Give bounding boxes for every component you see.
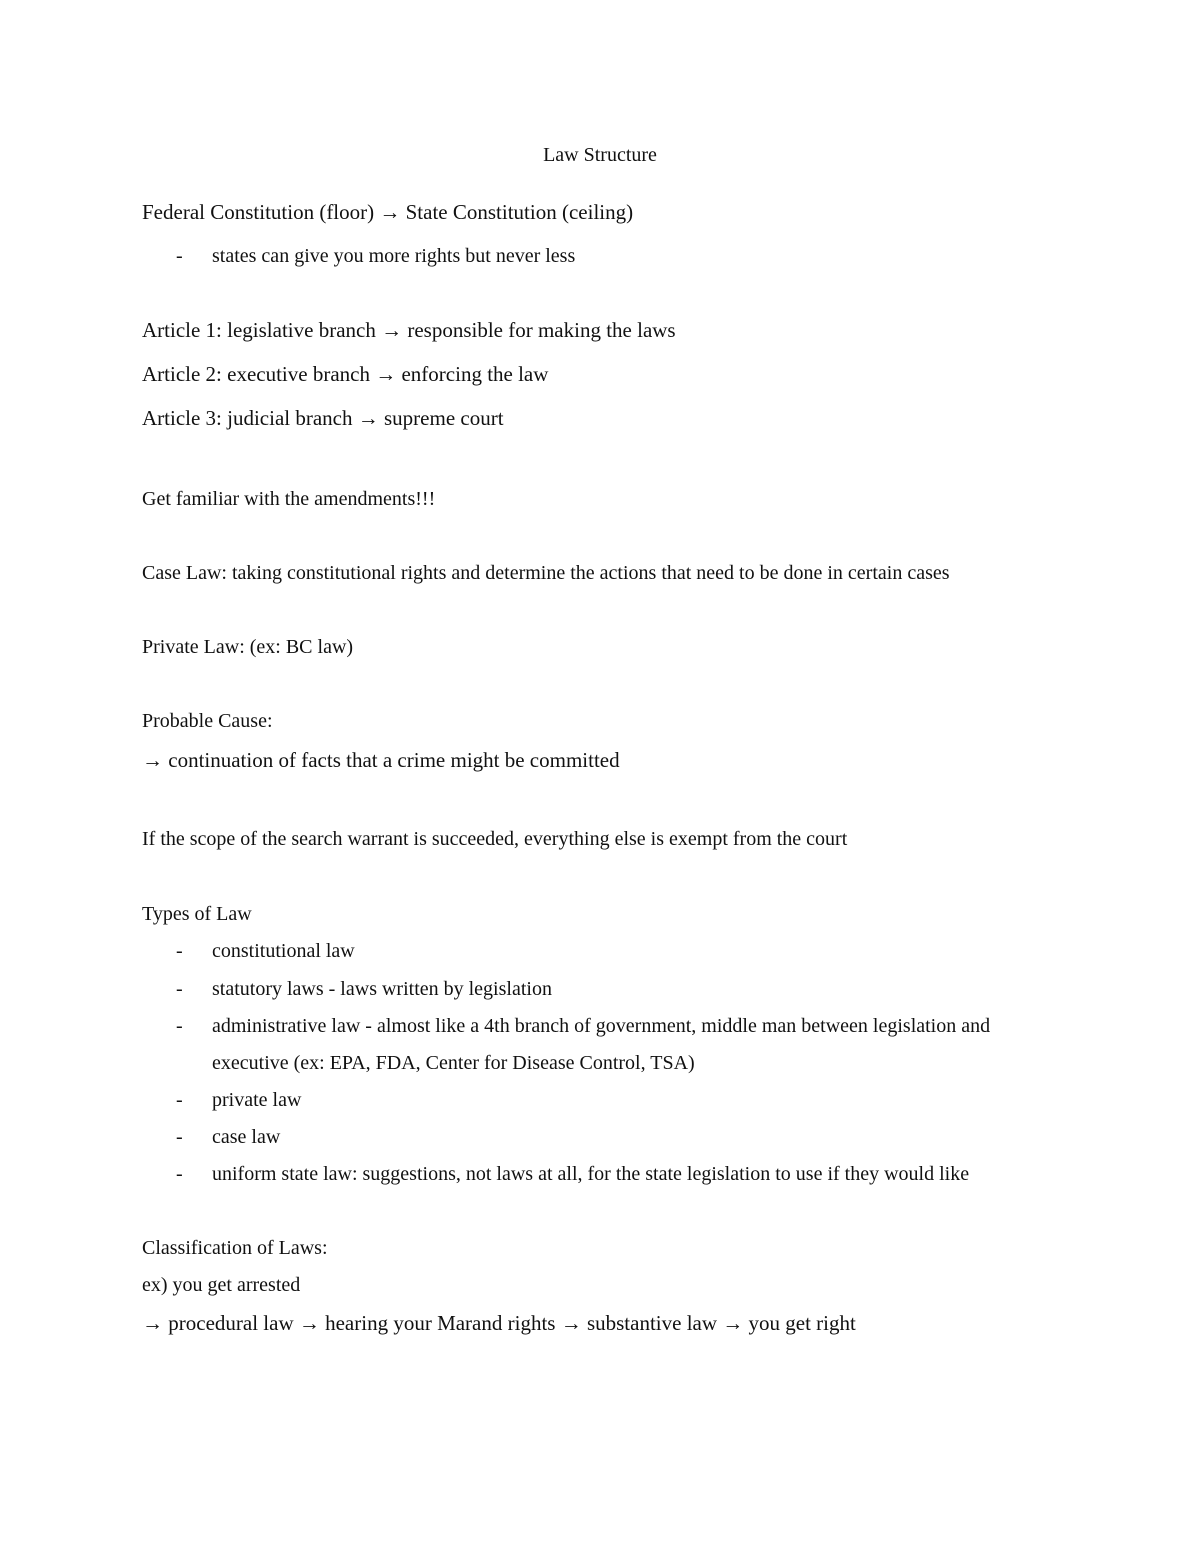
constitution-line: Federal Constitution (floor) → State Constitution (ceiling) xyxy=(142,200,634,224)
bullet-dash: - xyxy=(176,1163,183,1185)
bullet-dash: - xyxy=(176,940,183,962)
private-law-note: Private Law: (ex: BC law) xyxy=(142,636,354,658)
list-item: administrative law - almost like a 4th branch of government, middle man between legislation and xyxy=(212,1015,991,1037)
bullet-dash: - xyxy=(176,1126,183,1148)
amendments-note: Get familiar with the amendments!!! xyxy=(142,488,436,510)
bullet-dash: - xyxy=(176,1015,183,1037)
constitution-bullet: states can give you more rights but never less xyxy=(212,245,576,267)
list-item-continuation: executive (ex: EPA, FDA, Center for Disease Control, TSA) xyxy=(212,1052,695,1074)
search-warrant-note: If the scope of the search warrant is succeeded, everything else is exempt from the court xyxy=(142,828,848,850)
page-title: Law Structure xyxy=(543,144,657,166)
article-1: Article 1: legislative branch → responsible for making the laws xyxy=(142,318,676,342)
list-item: constitutional law xyxy=(212,940,355,962)
article-2: Article 2: executive branch → enforcing the law xyxy=(142,362,549,386)
bullet-dash: - xyxy=(176,245,183,267)
probable-cause-heading: Probable Cause: xyxy=(142,710,273,732)
classification-flow: → procedural law → hearing your Marand rights → substantive law → you get right xyxy=(142,1311,856,1335)
types-of-law-heading: Types of Law xyxy=(142,903,252,925)
article-3: Article 3: judicial branch → supreme court xyxy=(142,406,504,430)
classification-example: ex) you get arrested xyxy=(142,1274,301,1296)
list-item: statutory laws - laws written by legislation xyxy=(212,978,552,1000)
list-item: private law xyxy=(212,1089,302,1111)
case-law-note: Case Law: taking constitutional rights and determine the actions that need to be done in certain cases xyxy=(142,562,950,584)
list-item: case law xyxy=(212,1126,281,1148)
bullet-dash: - xyxy=(176,1089,183,1111)
classification-heading: Classification of Laws: xyxy=(142,1237,328,1259)
list-item: uniform state law: suggestions, not laws at all, for the state legislation to use if they would like xyxy=(212,1163,970,1185)
bullet-dash: - xyxy=(176,978,183,1000)
probable-cause-detail: → continuation of facts that a crime might be committed xyxy=(142,748,620,772)
